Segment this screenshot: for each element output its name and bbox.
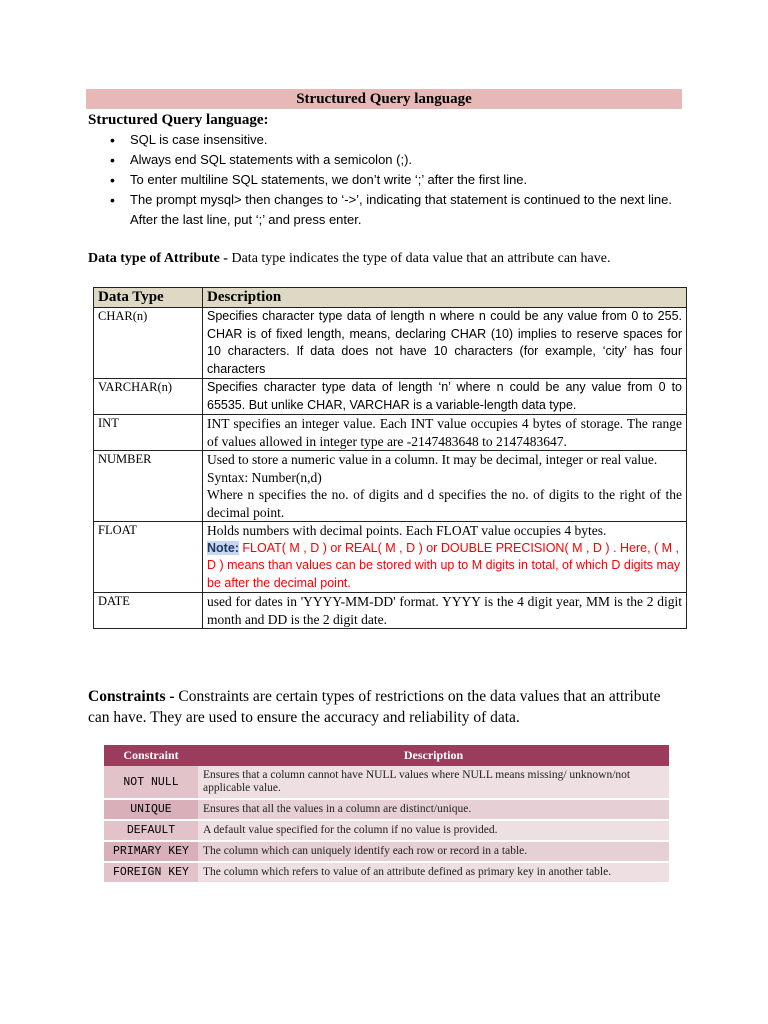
cell-type: CHAR(n) (94, 308, 203, 379)
column-header-type: Data Type (94, 288, 203, 308)
cell-description (203, 451, 687, 522)
cell-description: INT specifies an integer value. Each INT value occupies 4 bytes of storage. The range of values allowed in integer type are -2147483648 to 2147483647. (203, 415, 687, 451)
table-row (104, 841, 669, 862)
table-row (94, 415, 687, 451)
table-header-row (94, 288, 687, 308)
datatype-paragraph (88, 249, 684, 268)
cell-type: DATE (94, 593, 203, 629)
table-row (94, 308, 687, 379)
cell-description: used for dates in 'YYYY-MM-DD' format. YYYY is the 4 digit year, MM is the 2 digit month and DD is the 2 digit date. (203, 593, 687, 629)
cell-description: Ensures that all the values in a column are distinct/unique. (198, 799, 669, 820)
cell-description: The column which can uniquely identify each row or record in a table. (198, 841, 669, 862)
cell-description: The column which refers to value of an attribute defined as primary key in another table. (198, 862, 669, 883)
cell-constraint: FOREIGN KEY (104, 862, 198, 883)
column-header-description: Description (198, 745, 669, 766)
table-row (104, 799, 669, 820)
number-syntax-line: Syntax: Number(n,d) (207, 469, 322, 485)
intro-bullet-list (110, 130, 690, 230)
note-text: FLOAT( M , D ) or REAL( M , D ) or DOUBLE PRECISION( M , D ) . Here, ( M , D ) means than values can be stored with up to M digits in total, of which D digits may be after the decimal point. (207, 540, 681, 590)
table-row (94, 379, 687, 415)
float-desc-line: Holds numbers with decimal points. Each FLOAT value occupies 4 bytes. (207, 523, 607, 538)
bullet-item: • Always end SQL statements with a semicolon (;). (110, 150, 690, 170)
constraints-table (104, 745, 669, 884)
cell-description (203, 522, 687, 593)
datatype-table (93, 287, 687, 629)
table-row (104, 820, 669, 841)
cell-constraint: DEFAULT (104, 820, 198, 841)
constraints-heading: Constraints - (88, 688, 175, 705)
cell-constraint: UNIQUE (104, 799, 198, 820)
float-note (207, 540, 682, 593)
table-row (94, 451, 687, 522)
cell-type: FLOAT (94, 522, 203, 593)
column-header-constraint: Constraint (104, 745, 198, 766)
datatype-heading: Data type of Attribute - (88, 251, 228, 266)
cell-type: VARCHAR(n) (94, 379, 203, 415)
intro-heading: Structured Query language: (88, 112, 269, 128)
datatype-text: Data type indicates the type of data value that an attribute can have. (227, 251, 611, 266)
cell-description: Ensures that a column cannot have NULL values where NULL means missing/ unknown/not applicable value. (198, 766, 669, 799)
cell-description: Specifies character type data of length ‘n’ where n could be any value from 0 to 65535. But unlike CHAR, VARCHAR is a variable-length data type. (203, 379, 687, 415)
column-header-description: Description (203, 288, 687, 308)
table-row (104, 766, 669, 799)
cell-constraint: NOT NULL (104, 766, 198, 799)
table-row (94, 522, 687, 593)
cell-constraint: PRIMARY KEY (104, 841, 198, 862)
constraints-text: Constraints are certain types of restrictions on the data values that an attribute can have. They are used to ensure the accuracy and reliability of data. (88, 688, 661, 726)
bullet-item: • To enter multiline SQL statements, we don’t write ‘;’ after the first line. (110, 170, 690, 190)
bullet-item: • The prompt mysql> then changes to ‘->’, indicating that statement is continued to the next line. After the last line, put ‘;’ and press enter. (110, 190, 690, 230)
cell-description: Specifies character type data of length n where n could be any value from 0 to 255. CHAR is of fixed length, means, declaring CHAR (10) implies to reserve spaces for 10 characters. If data does not have 10 characters (for example, ‘city’ has four characters (203, 308, 687, 379)
cell-type: INT (94, 415, 203, 451)
table-row (94, 593, 687, 629)
constraints-table-image (104, 745, 669, 901)
number-desc-line: Used to store a numeric value in a column. It may be decimal, integer or real value. (207, 452, 658, 467)
note-label: Note: (207, 540, 239, 555)
bullet-item: • SQL is case insensitive. (110, 130, 690, 150)
cell-type: NUMBER (94, 451, 203, 522)
number-desc-line: Where n specifies the no. of digits and d specifies the no. of digits to the right of the decimal point. (207, 487, 682, 520)
constraints-paragraph (88, 686, 684, 728)
table-header-row (104, 745, 669, 766)
page-title: Structured Query language (86, 89, 682, 109)
table-row (104, 862, 669, 883)
cell-description: A default value specified for the column if no value is provided. (198, 820, 669, 841)
